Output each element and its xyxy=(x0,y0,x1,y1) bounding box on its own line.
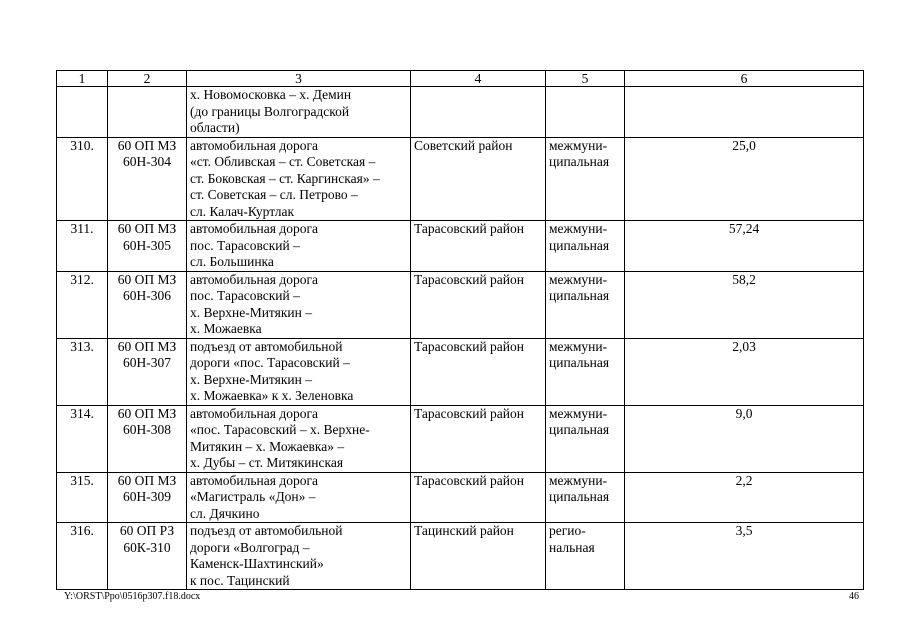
road-significance xyxy=(546,271,625,338)
row-number: 316. xyxy=(57,523,108,590)
road-significance xyxy=(546,472,625,523)
road-description-line: автомобильная дорога xyxy=(190,137,318,153)
header-col-1: 1 xyxy=(57,71,108,87)
road-description xyxy=(187,405,411,472)
road-description xyxy=(187,472,411,523)
header-col-4: 4 xyxy=(411,71,546,87)
road-description-line: «ст. Обливская – ст. Советская – xyxy=(190,154,376,169)
road-description-line: дороги «Волгоград – xyxy=(190,539,310,555)
table-row xyxy=(57,271,864,338)
road-length: 9,0 xyxy=(625,405,864,472)
row-number: 315. xyxy=(57,472,108,523)
district-name: Тарасовский район xyxy=(411,271,546,338)
road-description xyxy=(187,271,411,338)
road-significance-line: ципальная xyxy=(549,355,610,370)
roads-table xyxy=(56,70,864,590)
district-name: Тарасовский район xyxy=(411,405,546,472)
road-significance-line: ципальная xyxy=(549,288,610,303)
road-code xyxy=(108,87,187,138)
row-number: 312. xyxy=(57,271,108,338)
road-description xyxy=(187,338,411,405)
road-significance xyxy=(546,87,625,138)
road-code xyxy=(108,271,187,338)
road-significance xyxy=(546,523,625,590)
road-code-line: 60 ОП МЗ xyxy=(117,338,177,354)
road-significance-line: межмуни- xyxy=(549,221,608,236)
road-significance-line: межмуни- xyxy=(549,405,608,421)
road-code xyxy=(108,338,187,405)
road-significance-line: нальная xyxy=(549,539,595,555)
table-body xyxy=(57,87,864,590)
district-name: Тарасовский район xyxy=(411,338,546,405)
road-code-line: 60К-310 xyxy=(123,539,171,555)
road-description-line: «пос. Тарасовский – х. Верхне- xyxy=(190,422,370,437)
road-code-line: 60Н-308 xyxy=(123,422,171,437)
road-code-line: 60Н-309 xyxy=(123,489,171,504)
road-description-line: ст. Боковская – ст. Каргинская» – xyxy=(190,170,380,186)
road-description-line: «Магистраль «Дон» – xyxy=(190,489,316,504)
header-col-5: 5 xyxy=(546,71,625,87)
road-description-line: Митякин – х. Можаевка» – xyxy=(190,438,345,454)
district-name: Тарасовский район xyxy=(411,472,546,523)
road-code-line: 60Н-306 xyxy=(123,288,171,303)
road-length xyxy=(625,87,864,138)
road-significance xyxy=(546,221,625,272)
road-code-line: 60Н-307 xyxy=(123,355,171,370)
row-number: 311. xyxy=(57,221,108,272)
road-description-line: х. Дубы – ст. Митякинская xyxy=(190,455,344,470)
road-code xyxy=(108,405,187,472)
district-name: Советский район xyxy=(411,137,546,221)
road-code-line: 60 ОП МЗ xyxy=(117,405,177,421)
table-row xyxy=(57,523,864,590)
road-description-line: автомобильная дорога xyxy=(190,472,318,488)
road-description-line: сл. Дячкино xyxy=(190,505,260,521)
table-row xyxy=(57,338,864,405)
road-significance-line: межмуни- xyxy=(549,271,608,287)
road-code-line: 60 ОП МЗ xyxy=(117,221,177,236)
road-length: 2,2 xyxy=(625,472,864,523)
road-code xyxy=(108,137,187,221)
road-code-line: 60 ОП МЗ xyxy=(117,271,177,287)
road-description-line: пос. Тарасовский – xyxy=(190,237,300,253)
footer-file-path: Y:\ORST\Ppo\0516p307.f18.docx xyxy=(64,591,201,602)
road-significance-line: межмуни- xyxy=(549,338,608,354)
road-code xyxy=(108,523,187,590)
road-description-line: х. Можаевка» к х. Зеленовка xyxy=(190,388,354,403)
road-significance xyxy=(546,338,625,405)
road-description-line: Каменск-Шахтинский» xyxy=(190,556,324,571)
road-description-line: ст. Советская – сл. Петрово – xyxy=(190,187,358,202)
table-row xyxy=(57,221,864,272)
district-name: Тарасовский район xyxy=(411,221,546,272)
road-length: 58,2 xyxy=(625,271,864,338)
header-row xyxy=(57,71,864,87)
road-description xyxy=(187,523,411,590)
road-code xyxy=(108,472,187,523)
road-length: 2,03 xyxy=(625,338,864,405)
road-description-line: автомобильная дорога xyxy=(190,271,318,287)
road-significance-line: ципальная xyxy=(549,489,610,504)
road-significance-line: ципальная xyxy=(549,154,610,169)
road-description xyxy=(187,221,411,272)
road-description-line: автомобильная дорога xyxy=(190,405,318,421)
road-description-line: сл. Большинка xyxy=(190,254,274,269)
road-code-line: 60 ОП МЗ xyxy=(117,472,177,488)
road-significance xyxy=(546,137,625,221)
road-description-line: автомобильная дорога xyxy=(190,221,318,236)
road-description-line: пос. Тарасовский – xyxy=(190,288,300,303)
header-col-3: 3 xyxy=(187,71,411,87)
table-row xyxy=(57,472,864,523)
road-length: 3,5 xyxy=(625,523,864,590)
road-description-line: подъезд от автомобильной xyxy=(190,338,343,354)
district-name: Тацинский район xyxy=(411,523,546,590)
row-number xyxy=(57,87,108,138)
row-number: 310. xyxy=(57,137,108,221)
road-description-line: х. Верхне-Митякин – xyxy=(190,371,313,387)
road-code-line: 60 ОП МЗ xyxy=(117,137,177,153)
road-description-line: (до границы Волгоградской xyxy=(190,103,350,119)
road-description-line: сл. Калач-Куртлак xyxy=(190,203,295,219)
row-number: 313. xyxy=(57,338,108,405)
road-code-line: 60Н-304 xyxy=(123,154,171,169)
header-col-2: 2 xyxy=(108,71,187,87)
road-description-line: подъезд от автомобильной xyxy=(190,523,343,538)
road-length: 25,0 xyxy=(625,137,864,221)
road-description xyxy=(187,137,411,221)
table-row xyxy=(57,87,864,138)
road-description-line: х. Новомосковка – х. Демин xyxy=(190,87,352,102)
road-significance-line: регио- xyxy=(549,523,586,538)
road-significance-line: ципальная xyxy=(549,237,610,253)
district-name xyxy=(411,87,546,138)
row-number: 314. xyxy=(57,405,108,472)
road-description xyxy=(187,87,411,138)
road-significance xyxy=(546,405,625,472)
road-code-line: 60Н-305 xyxy=(123,237,171,253)
road-length: 57,24 xyxy=(625,221,864,272)
road-description-line: дороги «пос. Тарасовский – xyxy=(190,355,350,370)
road-code xyxy=(108,221,187,272)
page-number: 46 xyxy=(849,591,859,602)
road-significance-line: межмуни- xyxy=(549,137,608,153)
road-code-line: 60 ОП РЗ xyxy=(119,523,175,538)
header-col-6: 6 xyxy=(625,71,864,87)
road-significance-line: межмуни- xyxy=(549,472,608,488)
road-description-line: к пос. Тацинский xyxy=(190,572,290,588)
road-significance-line: ципальная xyxy=(549,422,610,437)
road-description-line: х. Верхне-Митякин – xyxy=(190,304,313,320)
road-description-line: х. Можаевка xyxy=(190,321,262,336)
road-description-line: области) xyxy=(190,120,240,135)
table-row xyxy=(57,405,864,472)
table-row xyxy=(57,137,864,221)
